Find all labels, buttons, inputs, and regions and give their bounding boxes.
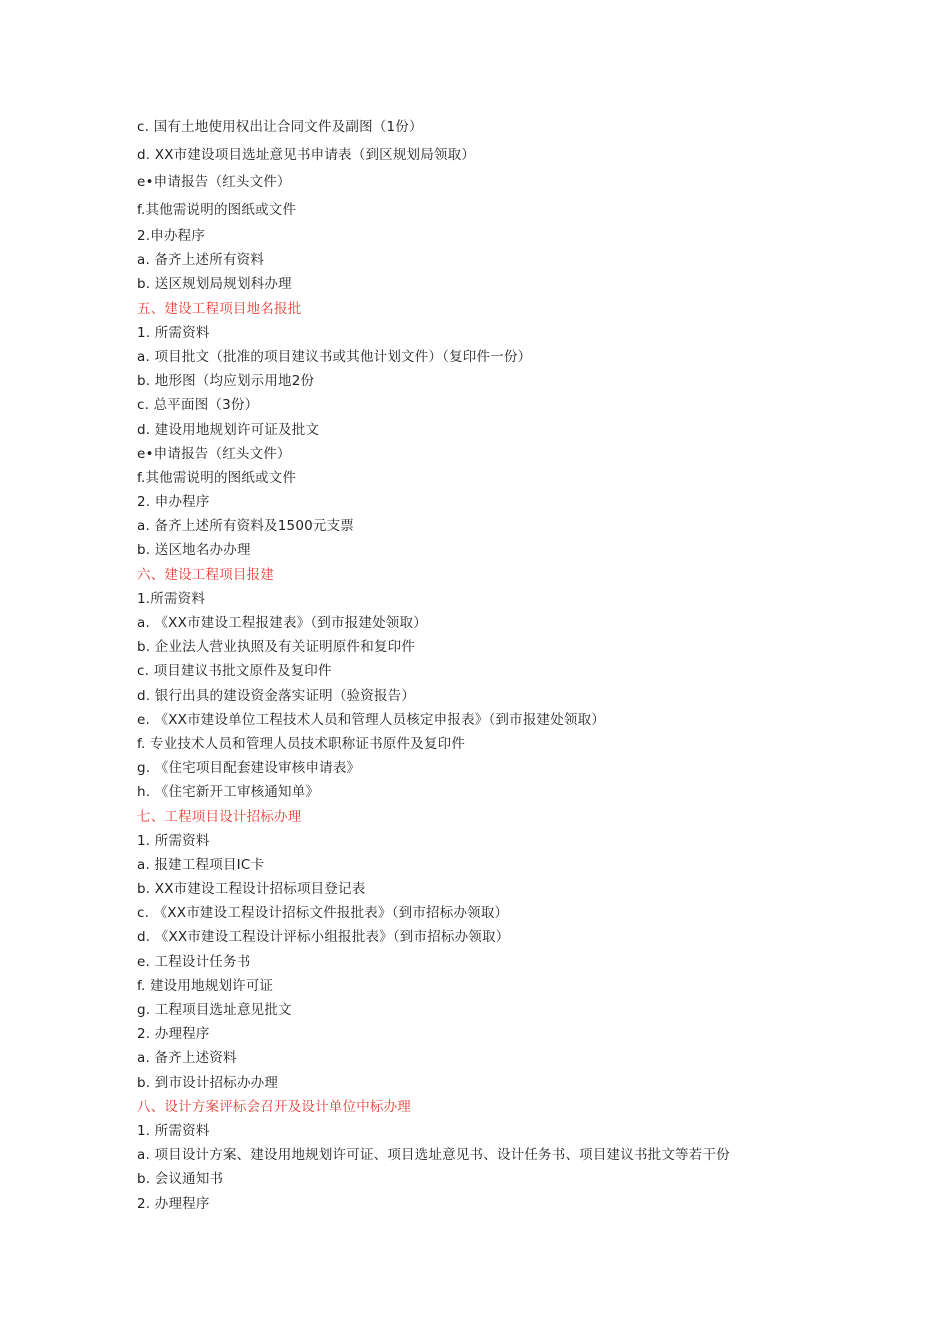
section-heading: 七、工程项目设计招标办理 xyxy=(137,808,302,825)
text-line: a. 备齐上述所有资料 xyxy=(137,252,265,269)
text-line: f.其他需说明的图纸或文件 xyxy=(137,469,297,486)
text-line: b. 企业法人营业执照及有关证明原件和复印件 xyxy=(137,639,416,656)
text-line: 1.所需资料 xyxy=(137,590,206,607)
text-line: g. 工程项目选址意见批文 xyxy=(137,1002,292,1018)
text-line: 2. 办理程序 xyxy=(137,1195,210,1212)
text-line: d. XX市建设项目选址意见书申请表（到区规划局领取） xyxy=(137,146,476,163)
text-line: 1. 所需资料 xyxy=(137,1122,210,1139)
text-line: a. 备齐上述资料 xyxy=(137,1050,237,1067)
text-line: b. 地形图（均应划示用地2份 xyxy=(137,373,315,390)
text-line: f.其他需说明的图纸或文件 xyxy=(137,201,297,218)
text-line: a. 项目批文（批准的项目建议书或其他计划文件）（复印件一份） xyxy=(137,348,532,365)
section-heading: 八、设计方案评标会召开及设计单位中标办理 xyxy=(137,1098,411,1115)
text-line: 2. 申办程序 xyxy=(137,494,210,511)
text-line: b. 送区规划局规划科办理 xyxy=(137,276,292,293)
text-line: c. 总平面图（3份） xyxy=(137,397,259,414)
text-line: 2.申办程序 xyxy=(137,228,206,244)
text-line: a. 项目设计方案、建设用地规划许可证、项目选址意见书、设计任务书、项目建议书批文等若干份 xyxy=(137,1147,730,1164)
section-heading: 六、建设工程项目报建 xyxy=(137,566,274,583)
section-heading: 五、建设工程项目地名报批 xyxy=(137,300,302,317)
text-line: d. 《XX市建设工程设计评标小组报批表》（到市招标办领取） xyxy=(137,929,510,946)
text-line: f. 专业技术人员和管理人员技术职称证书原件及复印件 xyxy=(137,735,466,752)
text-line: g. 《住宅项目配套建设审核申请表》 xyxy=(137,760,361,777)
text-line: 1. 所需资料 xyxy=(137,832,210,849)
text-line: h. 《住宅新开工审核通知单》 xyxy=(137,784,320,801)
text-line: e. 工程设计任务书 xyxy=(137,953,251,970)
text-line: c. 国有土地使用权出让合同文件及副图（1份） xyxy=(137,119,423,135)
text-line: c. 项目建议书批文原件及复印件 xyxy=(137,663,332,680)
document-body xyxy=(137,114,917,1216)
text-line: a. 《XX市建设工程报建表》（到市报建处领取） xyxy=(137,615,427,631)
text-line: d. 建设用地规划许可证及批文 xyxy=(137,421,320,438)
text-line: f. 建设用地规划许可证 xyxy=(137,977,274,994)
text-line: b. 会议通知书 xyxy=(137,1171,224,1188)
text-line: a. 备齐上述所有资料及1500元支票 xyxy=(137,518,355,535)
text-line: b. 送区地名办办理 xyxy=(137,542,251,559)
text-line: 1. 所需资料 xyxy=(137,324,210,341)
text-line: e. 《XX市建设单位工程技术人员和管理人员核定申报表》（到市报建处领取） xyxy=(137,711,606,728)
text-line: 2. 办理程序 xyxy=(137,1026,210,1043)
text-line: b. 到市设计招标办办理 xyxy=(137,1074,279,1091)
text-line: b. XX市建设工程设计招标项目登记表 xyxy=(137,881,366,898)
text-line: e•申请报告（红头文件） xyxy=(137,174,291,190)
text-line: c. 《XX市建设工程设计招标文件报批表》（到市招标办领取） xyxy=(137,905,509,922)
text-line: a. 报建工程项目IC卡 xyxy=(137,856,265,873)
text-line: e•申请报告（红头文件） xyxy=(137,445,291,462)
text-line: d. 银行出具的建设资金落实证明（验资报告） xyxy=(137,687,416,704)
